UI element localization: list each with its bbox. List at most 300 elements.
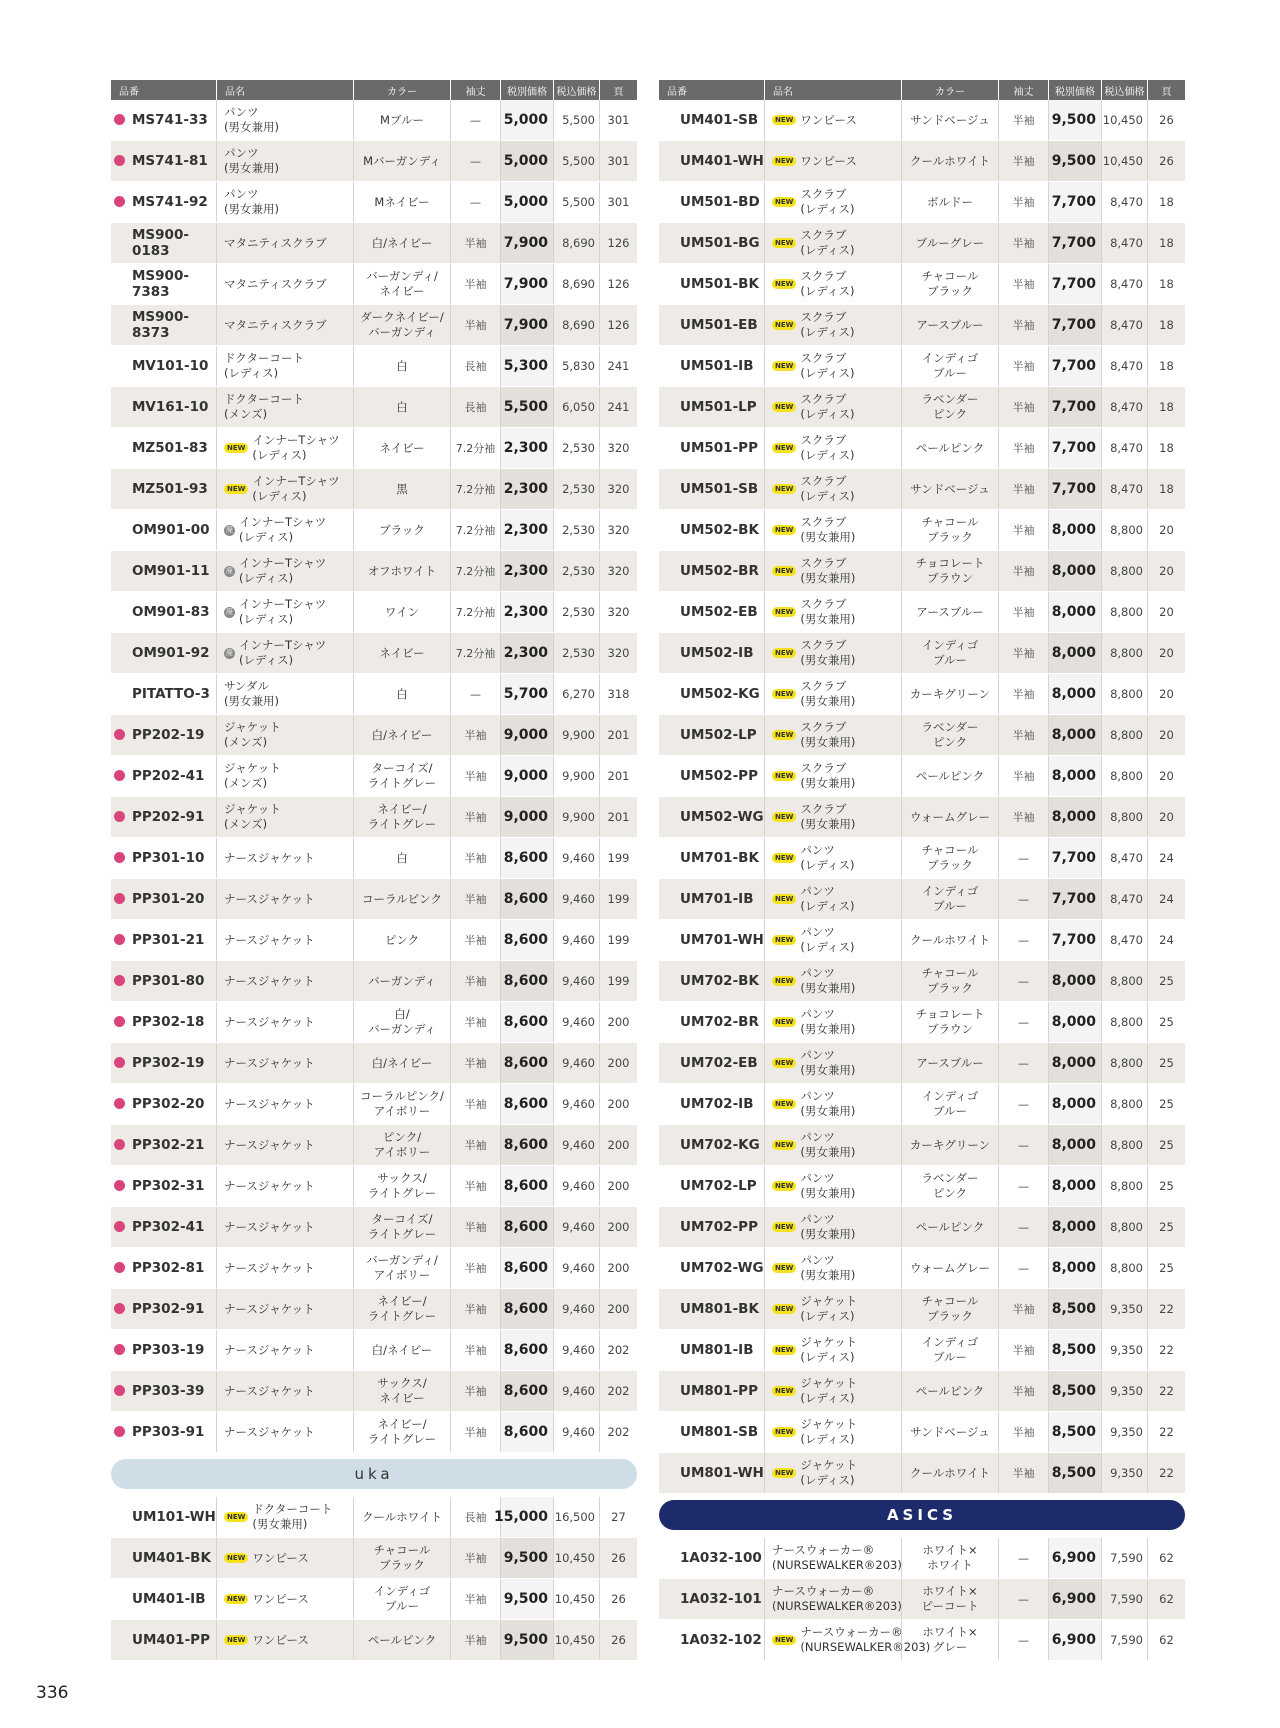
item-code-cell <box>111 961 217 1001</box>
item-name-cell <box>217 633 354 673</box>
price-incl-tax: 9,460 <box>554 1289 600 1329</box>
item-name-cell <box>217 1412 354 1452</box>
item-code-cell <box>111 1002 217 1042</box>
pink-dot-icon <box>114 155 125 166</box>
item-code-cell <box>659 551 765 591</box>
item-color: チャコール ブラック <box>902 961 999 1001</box>
new-badge-icon: NEW <box>772 1635 796 1645</box>
item-code: OM901-11 <box>132 563 210 579</box>
item-name-wrap <box>772 269 854 299</box>
item-name-cell <box>217 1620 354 1660</box>
table-row <box>659 305 1185 346</box>
item-code: UM101-WH <box>132 1509 216 1525</box>
item-name: ジャケット (レディス) <box>800 1335 858 1364</box>
catalog-page: 22 <box>1159 1425 1174 1439</box>
price-incl-tax: 9,460 <box>554 1330 600 1370</box>
catalog-page: 25 <box>1159 1220 1174 1234</box>
item-sleeve: 半袖 <box>999 592 1049 632</box>
item-code: UM502-WG <box>680 809 764 825</box>
item-name: ジャケット (レディス) <box>800 1376 858 1405</box>
table-row <box>111 1620 637 1661</box>
table-row <box>111 1371 637 1412</box>
price-incl-tax: 8,470 <box>1102 387 1148 427</box>
header-page: 頁 <box>613 86 624 98</box>
item-color: サンドベージュ <box>902 1412 999 1452</box>
item-name-cell <box>217 1207 354 1247</box>
item-code-cell <box>659 182 765 222</box>
item-name-wrap <box>772 1171 855 1201</box>
new-badge-icon: NEW <box>772 566 796 576</box>
price-incl-tax: 9,460 <box>554 1002 600 1042</box>
price-excl-tax: 8,500 <box>1049 1371 1102 1411</box>
price-incl-tax: 9,350 <box>1102 1453 1148 1493</box>
item-name: スクラブ (男女兼用) <box>800 679 856 708</box>
item-name: スクラブ (レディス) <box>800 187 855 216</box>
price-excl-tax: 2,300 <box>501 592 554 632</box>
catalog-page: 202 <box>607 1425 630 1439</box>
item-name: ナースジャケット <box>224 1342 315 1357</box>
price-excl-tax: 5,000 <box>501 141 554 181</box>
item-name-cell <box>765 1620 931 1660</box>
table-row <box>659 838 1185 879</box>
item-color: アースブルー <box>902 1043 999 1083</box>
catalog-page: 318 <box>607 687 630 701</box>
catalog-page: 241 <box>607 400 630 414</box>
item-sleeve: 7.2分袖 <box>451 510 501 550</box>
asics-rows <box>659 1538 1185 1661</box>
new-badge-icon: NEW <box>772 443 796 453</box>
price-incl-tax: 2,530 <box>554 469 600 509</box>
item-sleeve: 半袖 <box>451 1043 501 1083</box>
item-color: チャコール ブラック <box>902 510 999 550</box>
price-incl-tax: 9,460 <box>554 838 600 878</box>
item-color: チャコール ブラック <box>902 838 999 878</box>
table-header <box>659 80 1185 100</box>
item-name-wrap <box>772 966 855 996</box>
uka-rows <box>111 1497 637 1661</box>
table-row <box>659 1289 1185 1330</box>
discontinued-badge-icon: 廃 <box>226 525 233 534</box>
table-row <box>111 1579 637 1620</box>
item-code-cell <box>659 1453 765 1493</box>
item-sleeve: 半袖 <box>451 1002 501 1042</box>
item-code-cell <box>111 100 217 140</box>
item-color: チャコール ブラック <box>902 264 999 304</box>
item-sleeve: — <box>999 920 1049 960</box>
item-code-cell <box>659 469 765 509</box>
item-color: アースブルー <box>902 305 999 345</box>
item-sleeve: — <box>999 961 1049 1001</box>
item-code: 1A032-101 <box>680 1591 762 1607</box>
item-name-cell <box>765 1289 902 1329</box>
item-sleeve: 7.2分袖 <box>451 428 501 468</box>
catalog-page: 199 <box>607 851 630 865</box>
item-name-wrap <box>224 1502 332 1532</box>
item-name-wrap <box>224 236 327 251</box>
table-row <box>111 1084 637 1125</box>
item-code: PP302-41 <box>132 1219 205 1235</box>
price-incl-tax: 8,470 <box>1102 879 1148 919</box>
item-code: UM702-EB <box>680 1055 758 1071</box>
catalog-page: 20 <box>1159 728 1174 742</box>
item-code-cell <box>111 428 217 468</box>
item-code-cell <box>659 1248 765 1288</box>
item-code-cell <box>111 1125 217 1165</box>
item-code-cell <box>659 1412 765 1452</box>
price-incl-tax: 8,800 <box>1102 510 1148 550</box>
table-row <box>111 920 637 961</box>
header-color: カラー <box>902 80 999 100</box>
item-name-cell <box>765 592 902 632</box>
catalog-page: 18 <box>1159 318 1174 332</box>
item-sleeve: 半袖 <box>999 100 1049 140</box>
table-row <box>659 264 1185 305</box>
item-color: バーガンディ/ アイボリー <box>354 1248 451 1288</box>
catalog-page: 22 <box>1159 1466 1174 1480</box>
price-excl-tax: 5,700 <box>501 674 554 714</box>
pink-dot-icon <box>114 1385 125 1396</box>
price-excl-tax: 8,000 <box>1049 961 1102 1001</box>
left-price-table <box>111 80 637 1661</box>
pink-dot-icon <box>114 1057 125 1068</box>
price-excl-tax: 8,600 <box>501 1248 554 1288</box>
table-row <box>111 1207 637 1248</box>
item-code: UM801-IB <box>680 1342 754 1358</box>
item-color: ダークネイビー/ バーガンディ <box>354 305 451 345</box>
price-incl-tax: 6,270 <box>554 674 600 714</box>
table-row <box>659 1125 1185 1166</box>
item-code-cell <box>659 346 765 386</box>
item-code-cell <box>111 592 217 632</box>
item-name-cell <box>765 264 902 304</box>
item-code-cell <box>111 797 217 837</box>
item-code-cell <box>111 715 217 755</box>
item-name: インナーTシャツ (レディス) <box>239 556 327 585</box>
catalog-page: 200 <box>607 1056 630 1070</box>
item-code: UM801-WH <box>680 1465 764 1481</box>
item-name: パンツ (男女兼用) <box>800 966 856 995</box>
price-incl-tax: 8,800 <box>1102 1248 1148 1288</box>
catalog-page: 18 <box>1159 400 1174 414</box>
catalog-page: 320 <box>607 646 630 660</box>
catalog-page: 24 <box>1159 851 1174 865</box>
item-sleeve: 長袖 <box>451 346 501 386</box>
item-code: UM502-KG <box>680 686 760 702</box>
item-color: ピンク <box>354 920 451 960</box>
item-name: パンツ (レディス) <box>800 884 855 913</box>
price-excl-tax: 5,300 <box>501 346 554 386</box>
item-code: UM401-SB <box>680 112 759 128</box>
item-sleeve: 半袖 <box>451 715 501 755</box>
price-excl-tax: 8,600 <box>501 838 554 878</box>
item-name-wrap <box>772 679 855 709</box>
item-name-wrap <box>224 1551 309 1566</box>
item-sleeve: 半袖 <box>451 1579 501 1619</box>
item-code-cell <box>659 633 765 673</box>
item-sleeve: — <box>999 1166 1049 1206</box>
item-sleeve: 半袖 <box>451 223 501 263</box>
item-sleeve: 半袖 <box>451 1084 501 1124</box>
item-sleeve: 半袖 <box>451 1330 501 1370</box>
item-name-cell <box>765 1538 902 1578</box>
catalog-page: 126 <box>607 277 630 291</box>
item-code-cell <box>111 1289 217 1329</box>
header-page: 頁 <box>1161 86 1172 98</box>
item-name-wrap <box>772 1376 857 1406</box>
price-incl-tax: 9,460 <box>554 1043 600 1083</box>
catalog-page: 200 <box>607 1138 630 1152</box>
new-badge-icon: NEW <box>224 443 248 453</box>
item-name-cell <box>217 879 354 919</box>
item-color: ペールピンク <box>902 1207 999 1247</box>
price-incl-tax: 9,350 <box>1102 1289 1148 1329</box>
item-code: UM502-PP <box>680 768 758 784</box>
catalog-page: 301 <box>607 154 630 168</box>
item-name-wrap <box>224 392 304 422</box>
item-code: UM401-PP <box>132 1632 210 1648</box>
item-color: チョコレート ブラウン <box>902 1002 999 1042</box>
price-incl-tax: 8,470 <box>1102 920 1148 960</box>
item-code: PP302-19 <box>132 1055 205 1071</box>
new-badge-icon: NEW <box>772 812 796 822</box>
item-name-cell <box>217 592 354 632</box>
item-name: パンツ (男女兼用) <box>800 1089 856 1118</box>
item-name-wrap <box>772 761 855 791</box>
item-code-cell <box>659 797 765 837</box>
item-code-cell <box>659 674 765 714</box>
header-price-in: 税込価格 <box>1102 80 1148 100</box>
item-sleeve: — <box>451 182 501 222</box>
item-code-cell <box>111 1248 217 1288</box>
item-name-wrap <box>224 1343 315 1358</box>
new-badge-icon: NEW <box>772 525 796 535</box>
item-name: ナースジャケット <box>224 850 315 865</box>
item-name: スクラブ (男女兼用) <box>800 515 856 544</box>
price-incl-tax: 2,530 <box>554 633 600 673</box>
price-excl-tax: 7,700 <box>1049 838 1102 878</box>
item-sleeve: 7.2分袖 <box>451 592 501 632</box>
pink-dot-icon <box>114 1139 125 1150</box>
item-name-wrap <box>224 679 279 709</box>
item-color: 白 <box>354 387 451 427</box>
price-incl-tax: 8,800 <box>1102 1043 1148 1083</box>
item-code: UM702-WG <box>680 1260 764 1276</box>
item-sleeve: 長袖 <box>451 1497 501 1537</box>
catalog-page: 20 <box>1159 769 1174 783</box>
item-code-cell <box>659 1579 765 1619</box>
item-code-cell <box>659 100 765 140</box>
price-excl-tax: 8,600 <box>501 1166 554 1206</box>
item-name: マタニティスクラブ <box>224 235 327 250</box>
item-code: UM801-PP <box>680 1383 758 1399</box>
item-color: インディゴ ブルー <box>902 346 999 386</box>
price-excl-tax: 9,500 <box>1049 100 1102 140</box>
item-code: MV161-10 <box>132 399 209 415</box>
item-sleeve: 7.2分袖 <box>451 633 501 673</box>
item-code-cell <box>659 1207 765 1247</box>
item-code-cell <box>659 715 765 755</box>
item-color: ブラック <box>354 510 451 550</box>
item-name: ナースウォーカー® (NURSEWALKER®203) <box>772 1543 902 1572</box>
price-excl-tax: 8,000 <box>1049 797 1102 837</box>
catalog-page: 320 <box>607 523 630 537</box>
table-row <box>659 1412 1185 1453</box>
item-sleeve: 半袖 <box>999 469 1049 509</box>
price-excl-tax: 8,600 <box>501 879 554 919</box>
item-name-wrap <box>224 638 326 668</box>
item-sleeve: 半袖 <box>999 1453 1049 1493</box>
item-name-cell <box>765 715 902 755</box>
new-badge-icon: NEW <box>772 1140 796 1150</box>
catalog-page: 301 <box>607 195 630 209</box>
price-excl-tax: 8,600 <box>501 1125 554 1165</box>
item-name: ワンピース <box>252 1591 309 1606</box>
new-badge-icon: NEW <box>772 689 796 699</box>
item-code: UM702-IB <box>680 1096 754 1112</box>
table-row <box>659 1248 1185 1289</box>
item-name-cell <box>217 387 354 427</box>
table-row <box>659 1002 1185 1043</box>
price-excl-tax: 8,000 <box>1049 633 1102 673</box>
item-code: PP303-19 <box>132 1342 205 1358</box>
catalog-page: 199 <box>607 933 630 947</box>
table-row <box>659 1043 1185 1084</box>
new-badge-icon: NEW <box>224 484 248 494</box>
price-excl-tax: 8,000 <box>1049 1125 1102 1165</box>
item-name: インナーTシャツ (レディス) <box>239 638 327 667</box>
table-row <box>111 305 637 346</box>
item-name-wrap <box>224 802 281 832</box>
item-color: Mネイビー <box>354 182 451 222</box>
item-sleeve: — <box>999 1538 1049 1578</box>
item-color: ターコイズ/ ライトグレー <box>354 756 451 796</box>
item-color: ネイビー/ ライトグレー <box>354 797 451 837</box>
item-code-cell <box>659 756 765 796</box>
item-code: PP302-21 <box>132 1137 205 1153</box>
item-color: 白 <box>354 838 451 878</box>
item-name: パンツ (男女兼用) <box>800 1212 856 1241</box>
item-code-cell <box>111 1497 217 1537</box>
item-name-cell <box>217 1579 354 1619</box>
item-name-wrap <box>772 1007 855 1037</box>
catalog-page: 62 <box>1159 1592 1174 1606</box>
price-excl-tax: 7,700 <box>1049 920 1102 960</box>
item-name-cell <box>217 305 354 345</box>
item-code: PP202-19 <box>132 727 205 743</box>
item-code: PP302-91 <box>132 1301 205 1317</box>
item-code: MS741-92 <box>132 194 208 210</box>
price-excl-tax: 8,600 <box>501 1207 554 1247</box>
table-row <box>659 797 1185 838</box>
new-badge-icon: NEW <box>224 1553 248 1563</box>
item-name-wrap <box>772 154 857 169</box>
item-color: 白/ネイビー <box>354 1043 451 1083</box>
catalog-page: 24 <box>1159 933 1174 947</box>
item-sleeve: 半袖 <box>999 264 1049 304</box>
pink-dot-icon <box>114 1344 125 1355</box>
pink-dot-icon <box>114 1426 125 1437</box>
item-code-cell <box>111 182 217 222</box>
item-name: ワンピース <box>800 153 857 168</box>
catalog-page: 320 <box>607 564 630 578</box>
price-incl-tax: 7,590 <box>1102 1579 1148 1619</box>
new-badge-icon: NEW <box>772 607 796 617</box>
item-code: PP302-20 <box>132 1096 205 1112</box>
item-name-wrap <box>772 1458 857 1488</box>
catalog-page: 22 <box>1159 1302 1174 1316</box>
price-incl-tax: 6,050 <box>554 387 600 427</box>
item-code-cell <box>111 1207 217 1247</box>
item-code-cell <box>111 346 217 386</box>
price-incl-tax: 8,470 <box>1102 305 1148 345</box>
item-code-cell <box>659 1125 765 1165</box>
price-excl-tax: 9,500 <box>501 1538 554 1578</box>
new-badge-icon: NEW <box>772 402 796 412</box>
pink-dot-icon <box>114 1262 125 1273</box>
table-row <box>659 510 1185 551</box>
item-code: 1A032-102 <box>680 1632 762 1648</box>
catalog-page: 25 <box>1159 1179 1174 1193</box>
item-name-wrap <box>772 597 855 627</box>
item-code: PP301-80 <box>132 973 205 989</box>
item-name-cell <box>217 1166 354 1206</box>
price-excl-tax: 8,500 <box>1049 1412 1102 1452</box>
item-code-cell <box>111 633 217 673</box>
item-sleeve: 半袖 <box>999 305 1049 345</box>
item-code: PP202-41 <box>132 768 205 784</box>
item-name: ナースジャケット <box>224 1055 315 1070</box>
item-code-cell <box>111 1412 217 1452</box>
item-color: ペールピンク <box>902 428 999 468</box>
table-row <box>659 592 1185 633</box>
item-name-wrap <box>772 187 854 217</box>
item-sleeve: 半袖 <box>451 1125 501 1165</box>
left-rows <box>111 100 637 1453</box>
item-name-cell <box>765 797 902 837</box>
item-name-wrap <box>224 1261 315 1276</box>
price-excl-tax: 2,300 <box>501 510 554 550</box>
item-code: MS900-8373 <box>132 309 189 341</box>
new-badge-icon: NEW <box>772 1181 796 1191</box>
price-incl-tax: 9,460 <box>554 879 600 919</box>
price-incl-tax: 8,800 <box>1102 1207 1148 1247</box>
item-sleeve: 長袖 <box>451 387 501 427</box>
new-badge-icon: NEW <box>772 156 796 166</box>
item-code: UM502-LP <box>680 727 757 743</box>
catalog-page: 26 <box>1159 154 1174 168</box>
item-name: ナースウォーカー® (NURSEWALKER®203) <box>800 1625 931 1654</box>
item-color: ペールピンク <box>902 1371 999 1411</box>
price-excl-tax: 8,000 <box>1049 756 1102 796</box>
price-incl-tax: 9,350 <box>1102 1412 1148 1452</box>
item-name-cell <box>217 1084 354 1124</box>
item-sleeve: — <box>999 1084 1049 1124</box>
table-row <box>659 387 1185 428</box>
catalog-page: 26 <box>1159 113 1174 127</box>
item-sleeve: 半袖 <box>451 756 501 796</box>
table-row <box>111 1497 637 1538</box>
item-code: UM502-EB <box>680 604 758 620</box>
item-code: MV101-10 <box>132 358 209 374</box>
item-name-wrap <box>224 1056 315 1071</box>
price-incl-tax: 9,350 <box>1102 1330 1148 1370</box>
table-row <box>111 633 637 674</box>
item-name-cell <box>765 141 902 181</box>
price-excl-tax: 7,700 <box>1049 428 1102 468</box>
item-name: ナースジャケット <box>224 1096 315 1111</box>
price-excl-tax: 9,000 <box>501 797 554 837</box>
item-sleeve: — <box>999 1125 1049 1165</box>
